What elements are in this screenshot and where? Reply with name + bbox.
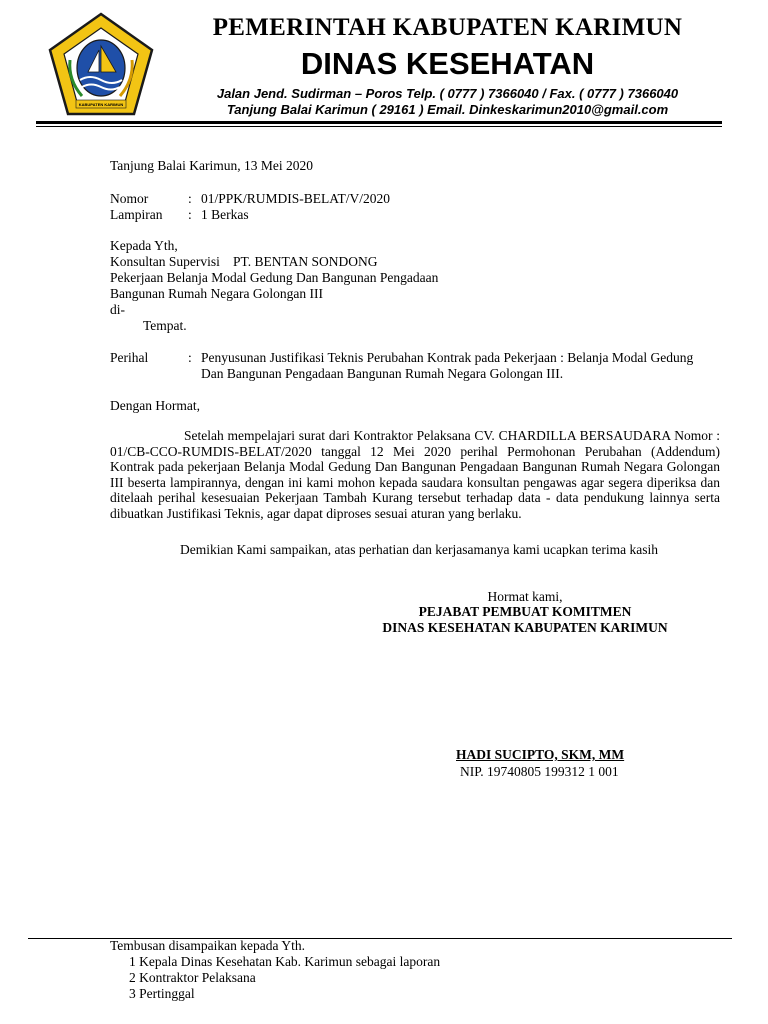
- signatory-nip: NIP. 19740805 199312 1 001: [460, 764, 619, 779]
- letterhead-rule-thin: [36, 126, 722, 127]
- recipient-project-line1: Pekerjaan Belanja Modal Gedung Dan Bangunan Pengadaan: [110, 270, 439, 285]
- recipient-tempat: Tempat.: [143, 318, 187, 333]
- perihal-line1: Penyusunan Justifikasi Teknis Perubahan Kontrak pada Pekerjaan : Belanja Modal Gedung: [201, 350, 694, 365]
- letterhead-rule-thick: [36, 121, 722, 124]
- perihal-separator: :: [188, 350, 192, 365]
- signature-greeting: Hormat kami,: [487, 589, 563, 604]
- body-paragraph-text: Setelah mempelajari surat dari Kontraktor Pelaksana CV. CHARDILLA BERSAUDARA Nomor : 01/CB-CCO-RUMDIS-BELAT/2020 tanggal 12 Mei 2020 perihal Permohonan Perubahan (Addendum) Kontrak pada pekerjaan Belanja Modal Gedung Dan Bangunan Pengadaan Bangunan Rumah Negara Golongan III beserta lampirannya, dengan ini kami mohon kepada saudara konsultan pengawas agar segera diperiksa dan ditelaah perihal kesesuaian Pekerjaan Tambah Kurang tersebut terhadap data - data pendukung lainnya serta dibuatkan Justifikasi Teknis, agar dapat diproses sesuai aturan yang berlaku.: [110, 428, 720, 521]
- perihal-line2: Dan Bangunan Pengadaan Bangunan Rumah Negara Golongan III.: [201, 366, 564, 381]
- nomor-separator: :: [188, 191, 192, 206]
- recipient-company: PT. BENTAN SONDONG: [233, 254, 378, 269]
- nomor-label: Nomor: [110, 191, 149, 206]
- perihal-label: Perihal: [110, 350, 149, 365]
- cc-item: 2 Kontraktor Pelaksana: [129, 970, 256, 985]
- signature-title1: PEJABAT PEMBUAT KOMITMEN: [418, 604, 632, 619]
- lampiran-label: Lampiran: [110, 207, 163, 222]
- letterhead-email: Tanjung Balai Karimun ( 29161 ) Email. Dinkeskarimun2010@gmail.com: [226, 102, 669, 117]
- body-paragraph: [110, 428, 720, 521]
- recipient-label: Konsultan Supervisi: [110, 254, 220, 269]
- cc-item: 1 Kepala Dinas Kesehatan Kab. Karimun sebagai laporan: [129, 954, 441, 969]
- lampiran-separator: :: [188, 207, 192, 222]
- salutation: Dengan Hormat,: [110, 398, 200, 413]
- cc-heading: Tembusan disampaikan kepada Yth.: [110, 938, 305, 953]
- letterhead-agency: DINAS KESEHATAN: [300, 46, 595, 81]
- closing-line: Demikian Kami sampaikan, atas perhatian dan kerjasamanya kami ucapkan terima kasih: [180, 542, 658, 557]
- place-date: Tanjung Balai Karimun, 13 Mei 2020: [110, 158, 314, 173]
- nomor-value: 01/PPK/RUMDIS-BELAT/V/2020: [201, 191, 391, 206]
- recipient-project-line2: Bangunan Rumah Negara Golongan III: [110, 286, 323, 301]
- recipient-di: di-: [110, 302, 125, 317]
- cc-item: 3 Pertinggal: [129, 986, 195, 1001]
- letterhead-government: PEMERINTAH KABUPATEN KARIMUN: [212, 14, 683, 41]
- recipient-greeting: Kepada Yth,: [110, 238, 178, 253]
- logo-caption: KABUPATEN KARIMUN: [78, 102, 124, 107]
- letterhead-address: Jalan Jend. Sudirman – Poros Telp. ( 0777 ) 7366040 / Fax. ( 0777 ) 7366040: [216, 86, 679, 101]
- lampiran-value: 1 Berkas: [201, 207, 249, 222]
- signature-title2: DINAS KESEHATAN KABUPATEN KARIMUN: [382, 620, 668, 635]
- signatory-name: HADI SUCIPTO, SKM, MM: [456, 747, 625, 762]
